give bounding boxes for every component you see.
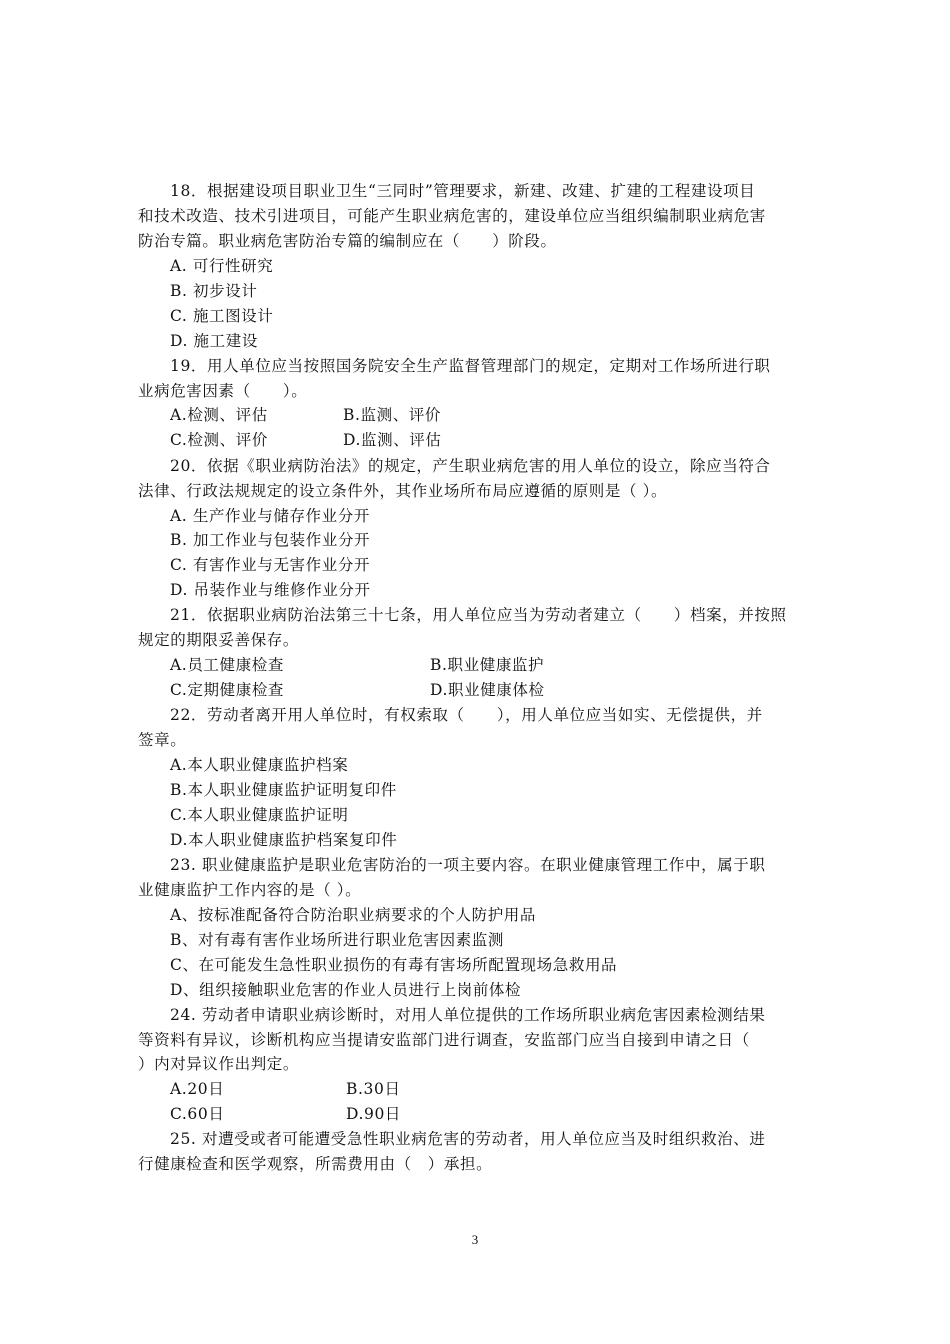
option-c: C.定期健康检查 — [170, 681, 285, 699]
question-18-line-1: 18．根据建设项目职业卫生“三同时”管理要求，新建、改建、扩建的工程建设项目 — [170, 182, 756, 200]
question-22-line-1: 22．劳动者离开用人单位时，有权索取（ ），用人单位应当如实、无偿提供，并 — [170, 706, 763, 724]
option-d: D、组织接触职业危害的作业人员进行上岗前体检 — [170, 981, 522, 999]
option-b: B. 加工作业与包装作业分开 — [170, 531, 371, 549]
option-c: C、在可能发生急性职业损伤的有毒有害场所配置现场急救用品 — [170, 956, 618, 974]
question-18-line-3: 防治专篇。职业病危害防治专篇的编制应在（ ）阶段。 — [138, 232, 557, 250]
option-c: C. 施工图设计 — [170, 307, 274, 325]
option-b: B、对有毒有害作业场所进行职业危害因素监测 — [170, 931, 504, 949]
question-19-line-2: 业病危害因素（ ）。 — [138, 382, 308, 400]
option-c: C.本人职业健康监护证明 — [170, 806, 349, 824]
question-23-line-2: 业健康监护工作内容的是（ ）。 — [138, 881, 362, 899]
question-20-line-2: 法律、行政法规规定的设立条件外，其作业场所布局应遵循的原则是（ ）。 — [138, 482, 668, 500]
option-a: A、按标准配备符合防治职业病要求的个人防护用品 — [170, 906, 536, 924]
option-d: D.本人职业健康监护档案复印件 — [170, 831, 398, 849]
question-24-line-3: ）内对异议作出判定。 — [138, 1055, 300, 1073]
question-23-line-1: 23. 职业健康监护是职业危害防治的一项主要内容。在职业健康管理工作中，属于职 — [170, 856, 766, 874]
option-d: D. 吊装作业与维修作业分开 — [170, 581, 371, 599]
question-18-line-2: 和技术改造、技术引进项目，可能产生职业病危害的，建设单位应当组织编制职业病危害 — [138, 207, 766, 225]
option-b: B.本人职业健康监护证明复印件 — [170, 781, 397, 799]
option-a: A. 生产作业与储存作业分开 — [170, 507, 370, 525]
option-d: D. 施工建设 — [170, 332, 258, 350]
question-24-line-1: 24. 劳动者申请职业病诊断时，对用人单位提供的工作场所职业病危害因素检测结果 — [170, 1006, 766, 1024]
option-d: D.监测、评估 — [343, 431, 442, 449]
option-b: B.监测、评价 — [343, 406, 442, 424]
question-25-line-2: 行健康检查和医学观察，所需费用由（ ）承担。 — [138, 1155, 493, 1173]
option-b: B.30日 — [346, 1080, 401, 1098]
option-b: B. 初步设计 — [170, 282, 258, 300]
question-19-line-1: 19．用人单位应当按照国务院安全生产监督管理部门的规定，定期对工作场所进行职 — [170, 357, 771, 375]
option-a: A.检测、评估 — [170, 406, 268, 424]
option-a: A. 可行性研究 — [170, 257, 274, 275]
option-b: B.职业健康监护 — [430, 656, 545, 674]
question-24-line-2: 等资料有异议，诊断机构应当提请安监部门进行调查，安监部门应当自接到申请之日（ — [138, 1031, 750, 1049]
option-a: A.本人职业健康监护档案 — [170, 756, 349, 774]
option-a: A.员工健康检查 — [170, 656, 284, 674]
question-21-line-2: 规定的期限妥善保存。 — [138, 631, 300, 649]
option-c: C.检测、评价 — [170, 431, 268, 449]
option-a: A.20日 — [170, 1080, 225, 1098]
option-c: C. 有害作业与无害作业分开 — [170, 556, 371, 574]
option-c: C.60日 — [170, 1105, 225, 1123]
option-d: D.90日 — [346, 1105, 402, 1123]
question-20-line-1: 20．依据《职业病防治法》的规定，产生职业病危害的用人单位的设立，除应当符合 — [170, 457, 771, 475]
question-22-line-2: 签章。 — [138, 731, 187, 749]
page-number: 3 — [471, 1232, 479, 1247]
option-d: D.职业健康体检 — [430, 681, 545, 699]
question-25-line-1: 25. 对遭受或者可能遭受急性职业病危害的劳动者，用人单位应当及时组织救治、进 — [170, 1130, 766, 1148]
question-21-line-1: 21．依据职业病防治法第三十七条，用人单位应当为劳动者建立（ ）档案，并按照 — [170, 606, 787, 624]
